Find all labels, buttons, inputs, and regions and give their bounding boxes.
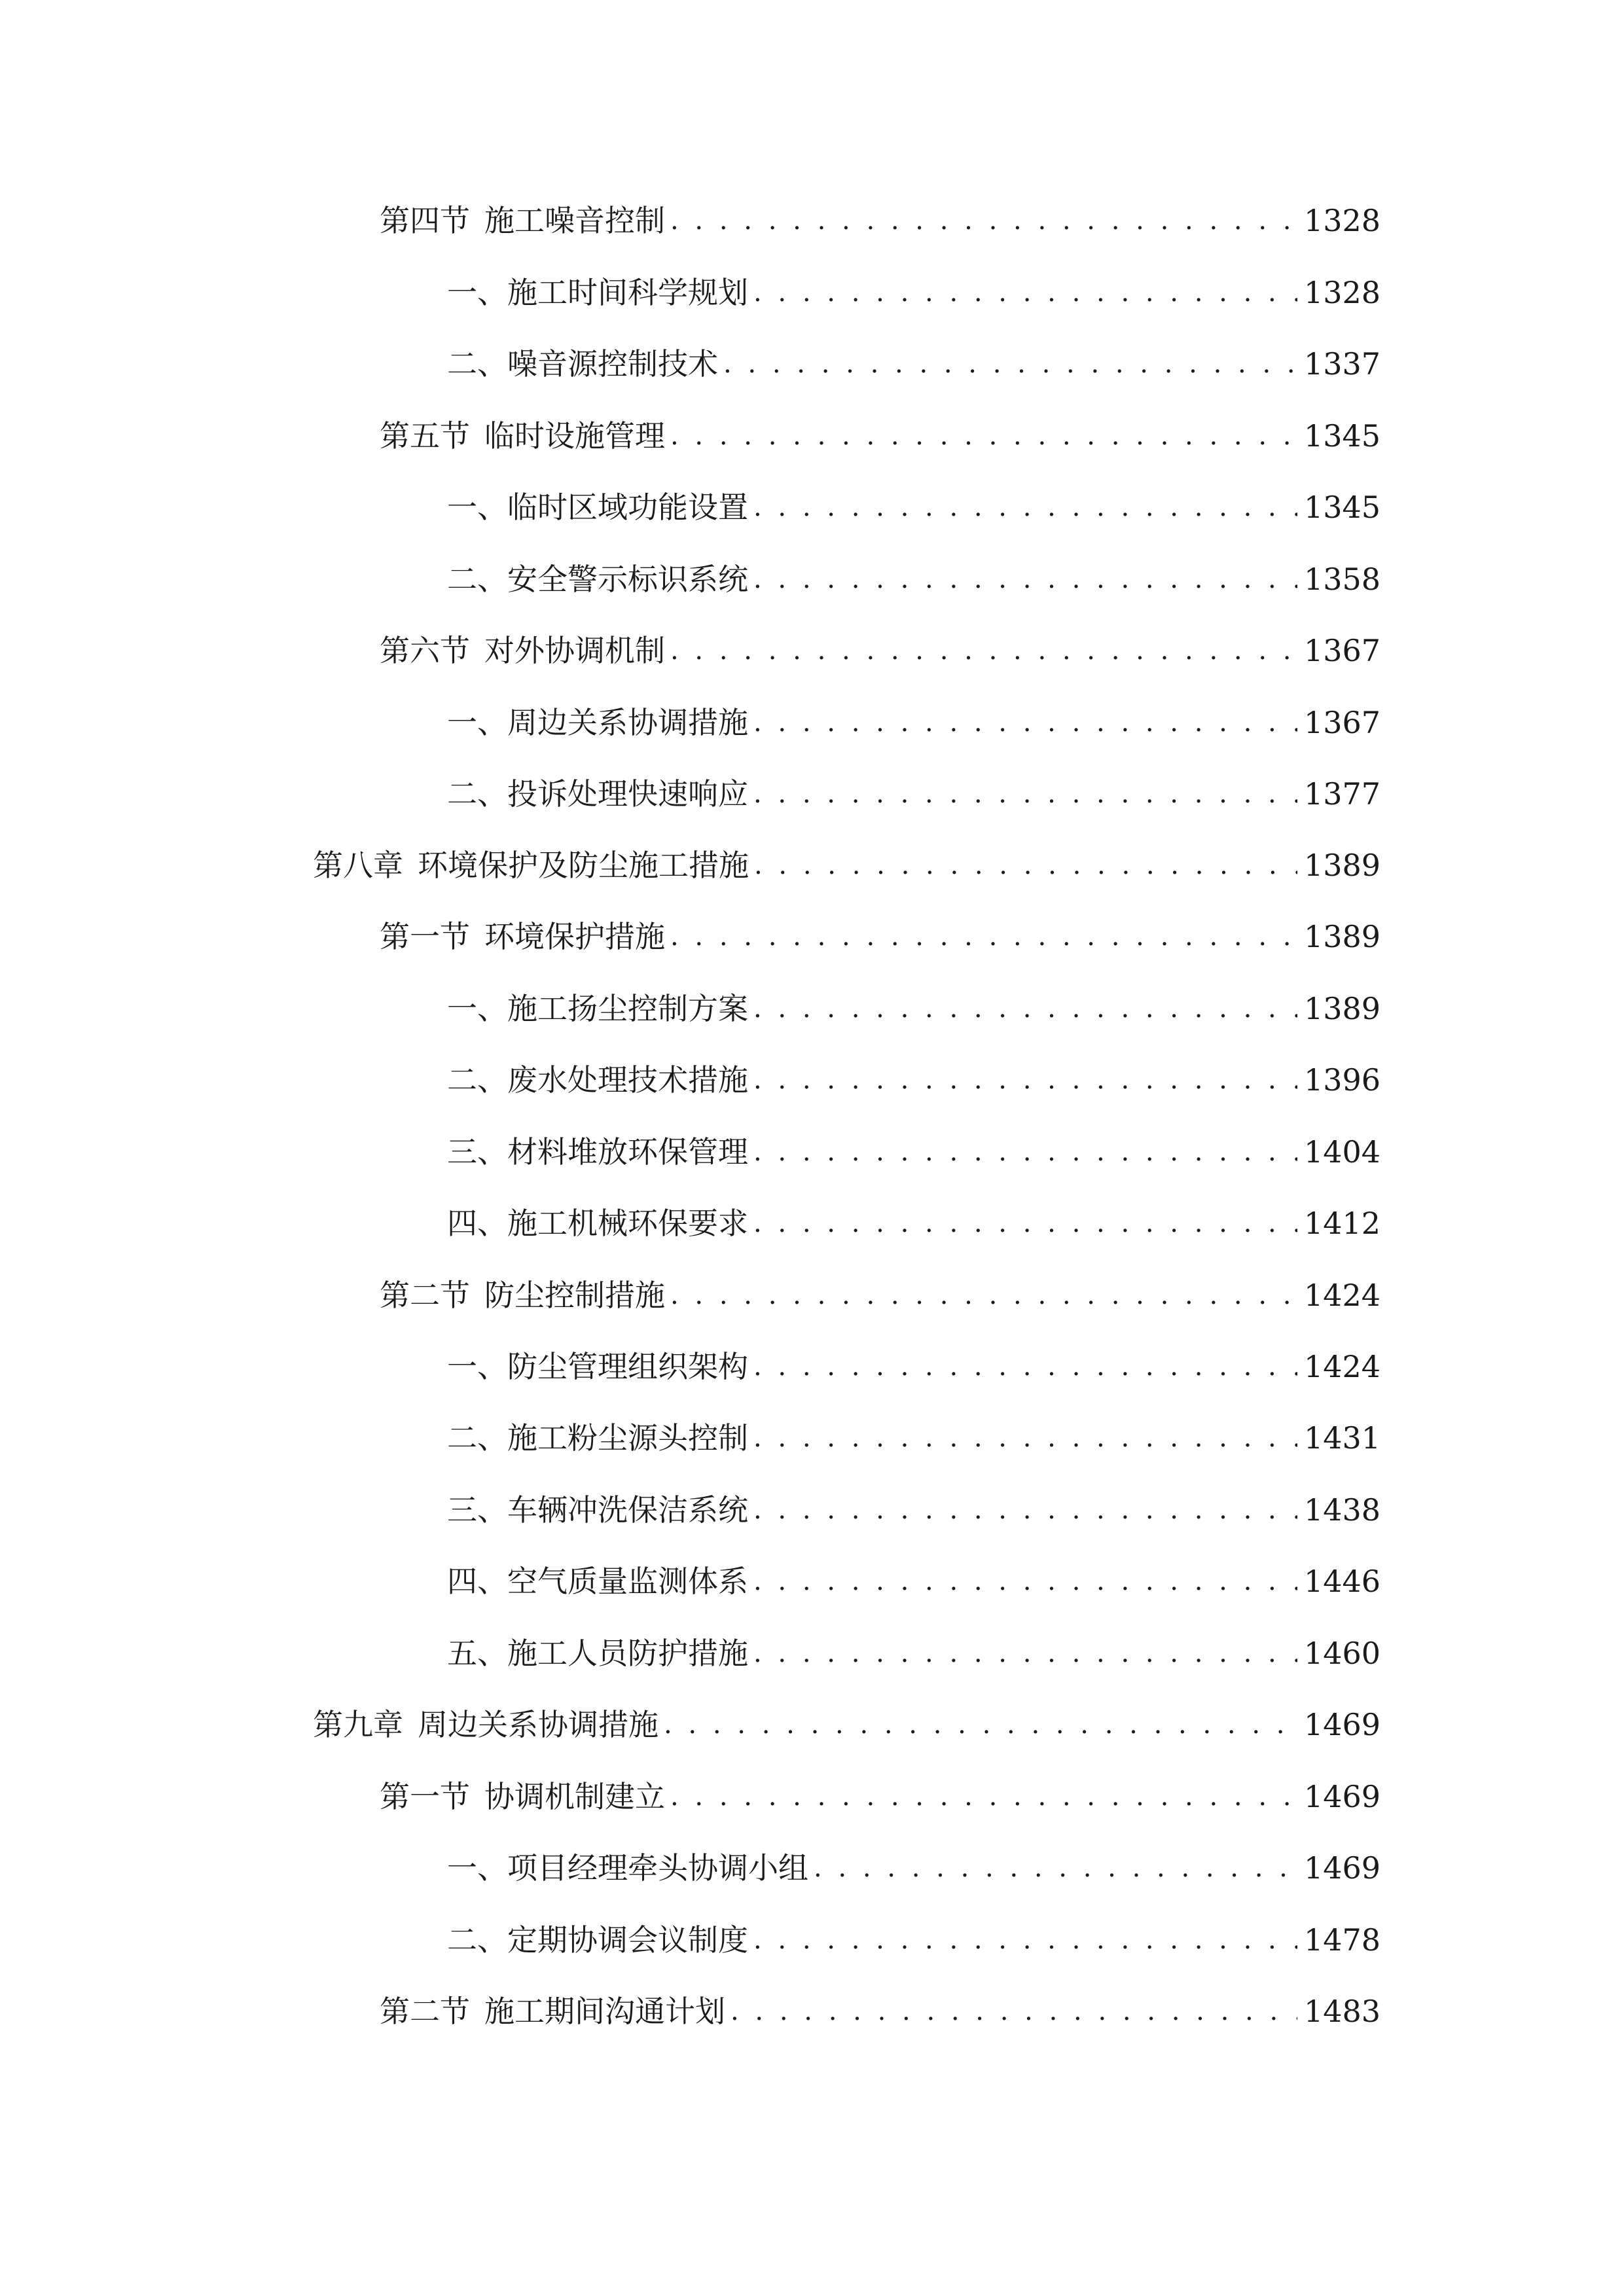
toc-entry-prefix: 一、 bbox=[447, 490, 507, 525]
dot-leader bbox=[670, 1774, 1297, 1820]
toc-entry-title: 环境保护及防尘施工措施 bbox=[418, 848, 749, 883]
toc-entry[interactable] bbox=[380, 628, 1381, 673]
dot-leader bbox=[723, 341, 1297, 387]
toc-entry-title: 安全警示标识系统 bbox=[507, 562, 748, 597]
toc-entry-page-number: 1469 bbox=[1304, 1850, 1381, 1886]
toc-entry-page-number: 1337 bbox=[1304, 346, 1381, 382]
dot-leader bbox=[670, 914, 1297, 960]
toc-entry[interactable] bbox=[447, 1917, 1381, 1963]
toc-entry[interactable] bbox=[313, 1702, 1381, 1748]
toc-entry-title: 防尘控制措施 bbox=[484, 1278, 665, 1313]
toc-entry-title: 材料堆放环保管理 bbox=[507, 1134, 748, 1170]
toc-entry-prefix: 第二节 bbox=[380, 1278, 470, 1313]
toc-entry-page-number: 1483 bbox=[1304, 1994, 1381, 2029]
toc-entry-title: 噪音源控制技术 bbox=[507, 346, 718, 382]
toc-entry-title: 车辆冲洗保洁系统 bbox=[507, 1492, 748, 1528]
toc-entry-title: 定期协调会议制度 bbox=[507, 1922, 748, 1958]
toc-entry-page-number: 1412 bbox=[1304, 1206, 1381, 1241]
toc-entry-title: 投诉处理快速响应 bbox=[507, 776, 748, 812]
toc-entry-page-number: 1389 bbox=[1304, 919, 1381, 954]
toc-entry[interactable] bbox=[447, 1845, 1381, 1891]
toc-entry[interactable] bbox=[447, 484, 1381, 530]
toc-entry-title: 环境保护措施 bbox=[484, 919, 665, 954]
dot-leader bbox=[753, 270, 1297, 315]
dot-leader bbox=[664, 1702, 1297, 1748]
toc-entry-page-number: 1389 bbox=[1304, 848, 1381, 883]
dot-leader bbox=[753, 1487, 1297, 1533]
toc-entry[interactable] bbox=[447, 270, 1381, 315]
toc-entry[interactable] bbox=[447, 1129, 1381, 1175]
toc-entry-page-number: 1367 bbox=[1304, 633, 1381, 668]
toc-entry[interactable] bbox=[447, 1057, 1381, 1103]
toc-entry[interactable] bbox=[447, 986, 1381, 1031]
toc-entry-title: 临时设施管理 bbox=[484, 418, 665, 454]
toc-entry-prefix: 第八章 bbox=[313, 848, 403, 883]
toc-entry-title: 对外协调机制 bbox=[484, 633, 665, 668]
toc-entry-prefix: 第五节 bbox=[380, 418, 470, 454]
toc-entry[interactable] bbox=[380, 198, 1381, 243]
toc-entry-prefix: 第二节 bbox=[380, 1994, 470, 2029]
toc-entry[interactable] bbox=[380, 1988, 1381, 2034]
dot-leader bbox=[753, 986, 1297, 1031]
toc-entry-prefix: 三、 bbox=[447, 1492, 507, 1528]
toc-entry-prefix: 第六节 bbox=[380, 633, 470, 668]
toc-entry[interactable] bbox=[380, 413, 1381, 459]
toc-entry[interactable] bbox=[380, 914, 1381, 960]
toc-entry-title: 周边关系协调措施 bbox=[418, 1707, 659, 1742]
toc-entry-title: 项目经理牵头协调小组 bbox=[507, 1850, 808, 1886]
toc-entry-prefix: 第九章 bbox=[313, 1707, 403, 1742]
toc-entry-page-number: 1460 bbox=[1304, 1636, 1381, 1671]
toc-entry-page-number: 1446 bbox=[1304, 1564, 1381, 1599]
toc-entry-page-number: 1377 bbox=[1304, 776, 1381, 812]
toc-entry-title: 临时区域功能设置 bbox=[507, 490, 748, 525]
toc-entry-prefix: 一、 bbox=[447, 705, 507, 740]
toc-entry-prefix: 第一节 bbox=[380, 1779, 470, 1814]
dot-leader bbox=[754, 842, 1297, 888]
dot-leader bbox=[814, 1845, 1297, 1891]
dot-leader bbox=[753, 484, 1297, 530]
toc-entry[interactable] bbox=[380, 1272, 1381, 1318]
toc-entry-page-number: 1431 bbox=[1304, 1420, 1381, 1456]
toc-entry[interactable] bbox=[447, 1487, 1381, 1533]
toc-entry-prefix: 一、 bbox=[447, 991, 507, 1026]
toc-entry-page-number: 1389 bbox=[1304, 991, 1381, 1026]
toc-entry-title: 防尘管理组织架构 bbox=[507, 1349, 748, 1384]
dot-leader bbox=[753, 1129, 1297, 1175]
toc-entry[interactable] bbox=[447, 341, 1381, 387]
toc-entry[interactable] bbox=[447, 1630, 1381, 1676]
toc-entry-page-number: 1424 bbox=[1304, 1278, 1381, 1313]
toc-entry-page-number: 1469 bbox=[1304, 1779, 1381, 1814]
toc-entry[interactable] bbox=[380, 1774, 1381, 1820]
toc-entry-page-number: 1358 bbox=[1304, 562, 1381, 597]
toc-entry-title: 施工机械环保要求 bbox=[507, 1206, 748, 1241]
toc-entry-page-number: 1345 bbox=[1304, 490, 1381, 525]
toc-entry-prefix: 二、 bbox=[447, 776, 507, 812]
toc-entry-prefix: 二、 bbox=[447, 1922, 507, 1958]
toc-entry-prefix: 二、 bbox=[447, 346, 507, 382]
toc-entry[interactable] bbox=[447, 1200, 1381, 1246]
toc-entry-prefix: 一、 bbox=[447, 1850, 507, 1886]
toc-entry[interactable] bbox=[447, 556, 1381, 602]
toc-entry[interactable] bbox=[447, 1344, 1381, 1390]
toc-entry-page-number: 1404 bbox=[1304, 1134, 1381, 1170]
toc-entry-title: 空气质量监测体系 bbox=[507, 1564, 748, 1599]
dot-leader bbox=[753, 1558, 1297, 1604]
toc-entry-prefix: 二、 bbox=[447, 562, 507, 597]
toc-entry-prefix: 二、 bbox=[447, 1062, 507, 1098]
toc-entry-prefix: 第四节 bbox=[380, 203, 470, 238]
dot-leader bbox=[753, 1344, 1297, 1390]
toc-entry-page-number: 1328 bbox=[1304, 275, 1381, 310]
dot-leader bbox=[753, 1630, 1297, 1676]
dot-leader bbox=[753, 771, 1297, 817]
toc-entry-prefix: 一、 bbox=[447, 1349, 507, 1384]
dot-leader bbox=[753, 1200, 1297, 1246]
toc-entry-page-number: 1424 bbox=[1304, 1349, 1381, 1384]
toc-entry-page-number: 1328 bbox=[1304, 203, 1381, 238]
dot-leader bbox=[753, 1917, 1297, 1963]
dot-leader bbox=[670, 628, 1297, 673]
toc-entry-title: 施工人员防护措施 bbox=[507, 1636, 748, 1671]
toc-entry[interactable] bbox=[313, 842, 1381, 888]
dot-leader bbox=[670, 1272, 1297, 1318]
toc-entry-page-number: 1438 bbox=[1304, 1492, 1381, 1528]
toc-entry-prefix: 第一节 bbox=[380, 919, 470, 954]
toc-entry-prefix: 五、 bbox=[447, 1636, 507, 1671]
toc-entry[interactable] bbox=[447, 1558, 1381, 1604]
toc-entry-title: 施工期间沟通计划 bbox=[484, 1994, 725, 2029]
toc-entry-prefix: 二、 bbox=[447, 1420, 507, 1456]
dot-leader bbox=[753, 1057, 1297, 1103]
dot-leader bbox=[753, 556, 1297, 602]
dot-leader bbox=[670, 413, 1297, 459]
dot-leader bbox=[731, 1988, 1297, 2034]
toc-entry-title: 施工时间科学规划 bbox=[507, 275, 748, 310]
toc-entry[interactable] bbox=[447, 771, 1381, 817]
toc-entry-page-number: 1367 bbox=[1304, 705, 1381, 740]
toc-entry-prefix: 四、 bbox=[447, 1206, 507, 1241]
toc-entry-title: 协调机制建立 bbox=[484, 1779, 665, 1814]
toc-entry-prefix: 四、 bbox=[447, 1564, 507, 1599]
toc-entry-title: 施工扬尘控制方案 bbox=[507, 991, 748, 1026]
dot-leader bbox=[753, 1415, 1297, 1461]
toc-entry-page-number: 1396 bbox=[1304, 1062, 1381, 1098]
toc-entry-page-number: 1345 bbox=[1304, 418, 1381, 454]
toc-entry[interactable] bbox=[447, 700, 1381, 745]
toc-entry-title: 施工粉尘源头控制 bbox=[507, 1420, 748, 1456]
toc-entry-title: 周边关系协调措施 bbox=[507, 705, 748, 740]
dot-leader bbox=[753, 700, 1297, 745]
dot-leader bbox=[670, 198, 1297, 243]
toc-entry-page-number: 1469 bbox=[1304, 1707, 1381, 1742]
toc-entry-prefix: 一、 bbox=[447, 275, 507, 310]
toc-entry-title: 施工噪音控制 bbox=[484, 203, 665, 238]
toc-entry[interactable] bbox=[447, 1415, 1381, 1461]
toc-entry-page-number: 1478 bbox=[1304, 1922, 1381, 1958]
toc-entry-prefix: 三、 bbox=[447, 1134, 507, 1170]
toc-entry-title: 废水处理技术措施 bbox=[507, 1062, 748, 1098]
